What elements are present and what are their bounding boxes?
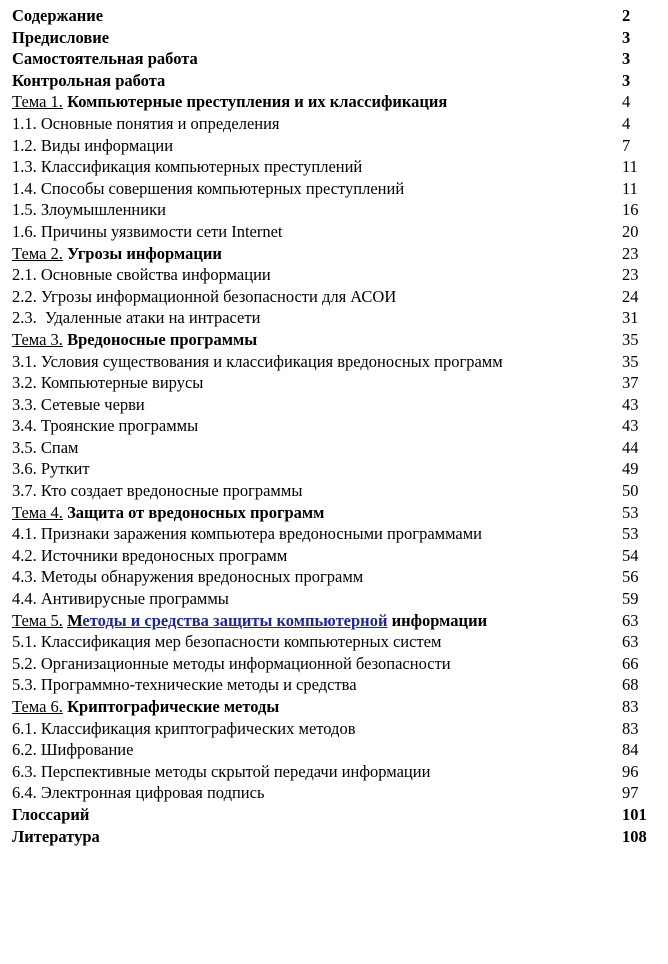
- toc-entry-title: 1.6. Причины уязвимости сети Internet: [12, 221, 283, 241]
- toc-entry-title: 3.1. Условия существования и классификация вредоносных программ: [12, 351, 503, 371]
- toc-entry-title: 1.3. Классификация компьютерных преступлений: [12, 157, 363, 177]
- toc-entry-title: 1.5. Злоумышленники: [12, 200, 166, 220]
- toc-page-number: 3: [622, 49, 631, 69]
- toc-page-number: 4: [622, 113, 631, 133]
- toc-page-number: 54: [622, 545, 639, 565]
- toc-entry-title: Глоссарий: [12, 804, 90, 824]
- toc-page-number: 24: [622, 286, 639, 306]
- toc-page-number: 31: [622, 308, 639, 328]
- theme-prefix: Тема 3.: [12, 329, 63, 349]
- toc-page-number: 63: [622, 610, 639, 630]
- toc-page-number: 101: [622, 804, 647, 824]
- toc-entry-title: 2.2. Угрозы информационной безопасности для АСОИ: [12, 286, 397, 306]
- toc-entry-title: [12, 610, 622, 632]
- toc-entry-title: 3.2. Компьютерные вирусы: [12, 373, 204, 393]
- toc-page-number: 83: [622, 697, 639, 716]
- toc-page-number: 2: [622, 6, 631, 25]
- theme-title: Криптографические методы: [67, 697, 280, 716]
- toc-entry-title: 5.3. Программно-технические методы и средства: [12, 675, 357, 695]
- toc-page-number: 59: [622, 589, 639, 609]
- theme-title: Вредоносные программы: [67, 329, 258, 349]
- toc-page-number: 63: [622, 632, 639, 652]
- toc-page-number: 16: [622, 200, 639, 220]
- toc-row[interactable]: [12, 135, 662, 157]
- theme-prefix: Тема 6.: [12, 697, 63, 716]
- toc-page-number: 68: [622, 675, 639, 695]
- toc-page-number: 53: [622, 524, 639, 544]
- toc-entry-title: 1.4. Способы совершения компьютерных преступлений: [12, 178, 405, 198]
- toc-row[interactable]: [12, 804, 662, 826]
- toc-page-number: 44: [622, 437, 639, 457]
- toc-entry-title: 2.3. Удаленные атаки на интрасети: [12, 308, 261, 328]
- toc-row[interactable]: [12, 761, 662, 783]
- toc-page-number: 56: [622, 567, 639, 587]
- toc-page-number: 3: [622, 70, 631, 90]
- toc-row[interactable]: [12, 739, 662, 761]
- toc-page-number: 35: [622, 329, 639, 349]
- toc-row[interactable]: [12, 156, 662, 178]
- toc-entry-title: 3.7. Кто создает вредоносные программы: [12, 481, 303, 501]
- toc-row[interactable]: [12, 696, 662, 718]
- toc-page-number: 23: [622, 265, 639, 285]
- toc-page-number: 23: [622, 243, 639, 263]
- toc-page-number: 83: [622, 718, 639, 738]
- toc-row[interactable]: [12, 523, 662, 545]
- toc-entry-title: 6.2. Шифрование: [12, 740, 134, 760]
- toc-page-number: 49: [622, 459, 639, 479]
- toc-row[interactable]: [12, 351, 662, 373]
- toc-row[interactable]: [12, 5, 662, 27]
- toc-row[interactable]: [12, 480, 662, 502]
- toc-entry-title: Содержание: [12, 6, 104, 25]
- toc-row[interactable]: [12, 27, 662, 49]
- theme-title: Компьютерные преступления и их классификация: [67, 92, 448, 112]
- toc-row[interactable]: [12, 782, 662, 804]
- toc-row[interactable]: [12, 502, 662, 524]
- toc-entry-title: 5.1. Классификация мер безопасности компьютерных систем: [12, 632, 442, 652]
- toc-entry-title: 6.3. Перспективные методы скрытой передачи информации: [12, 761, 431, 781]
- toc-entry-title: [12, 696, 622, 718]
- toc-entry-title: [12, 502, 622, 524]
- toc-page-number: 3: [622, 27, 631, 47]
- theme-title-start: М: [67, 610, 83, 630]
- toc-page-number: 96: [622, 761, 639, 781]
- toc-page-number: 97: [622, 783, 639, 803]
- table-of-contents: [12, 5, 662, 847]
- theme-prefix: Тема 2.: [12, 243, 63, 263]
- toc-page-number: 108: [622, 826, 647, 846]
- toc-row[interactable]: [12, 674, 662, 696]
- toc-page-number: 53: [622, 502, 639, 522]
- toc-entry-title: 1.1. Основные понятия и определения: [12, 113, 280, 133]
- theme-prefix: Тема 5.: [12, 610, 63, 630]
- toc-row[interactable]: [12, 566, 662, 588]
- toc-row[interactable]: [12, 221, 662, 243]
- toc-page-number: 66: [622, 653, 639, 673]
- theme-title-link[interactable]: етоды и средства защиты компьютерной: [82, 610, 388, 630]
- toc-row[interactable]: [12, 286, 662, 308]
- toc-row[interactable]: [12, 394, 662, 416]
- toc-row[interactable]: [12, 588, 662, 610]
- toc-entry-title: Предисловие: [12, 27, 110, 47]
- toc-entry-title: 2.1. Основные свойства информации: [12, 265, 271, 285]
- toc-page-number: 35: [622, 351, 639, 371]
- toc-page-number: 11: [622, 178, 638, 198]
- toc-row[interactable]: [12, 415, 662, 437]
- theme-title-end: информации: [387, 610, 488, 630]
- toc-entry-title: 3.3. Сетевые черви: [12, 394, 145, 414]
- toc-page-number: 7: [622, 135, 631, 155]
- toc-row[interactable]: [12, 91, 662, 113]
- toc-page-number: 4: [622, 92, 631, 112]
- toc-row[interactable]: [12, 545, 662, 567]
- toc-row[interactable]: [12, 458, 662, 480]
- toc-page-number: 84: [622, 740, 639, 760]
- toc-entry-title: Литература: [12, 826, 100, 846]
- toc-entry-title: 4.4. Антивирусные программы: [12, 589, 229, 609]
- toc-entry-title: 6.1. Классификация криптографических методов: [12, 718, 356, 738]
- toc-entry-title: [12, 91, 622, 113]
- toc-row[interactable]: [12, 718, 662, 740]
- toc-row[interactable]: [12, 243, 662, 265]
- toc-row[interactable]: [12, 48, 662, 70]
- toc-entry-title: Самостоятельная работа: [12, 49, 198, 69]
- toc-entry-title: 4.3. Методы обнаружения вредоносных программ: [12, 567, 364, 587]
- toc-row[interactable]: [12, 264, 662, 286]
- toc-row[interactable]: [12, 610, 662, 632]
- toc-row[interactable]: [12, 329, 662, 351]
- theme-title: Защита от вредоносных программ: [67, 502, 325, 522]
- toc-row[interactable]: [12, 653, 662, 675]
- toc-row[interactable]: [12, 826, 662, 848]
- toc-page-number: 37: [622, 373, 639, 393]
- theme-prefix: Тема 1.: [12, 92, 63, 112]
- toc-entry-title: [12, 329, 622, 351]
- toc-page-number: 43: [622, 394, 639, 414]
- toc-row[interactable]: [12, 70, 662, 92]
- toc-entry-title: 4.2. Источники вредоносных программ: [12, 545, 288, 565]
- toc-entry-title: 3.4. Троянские программы: [12, 416, 199, 436]
- toc-entry-title: 3.5. Спам: [12, 437, 79, 457]
- toc-row[interactable]: [12, 113, 662, 135]
- toc-entry-title: 4.1. Признаки заражения компьютера вредоносными программами: [12, 524, 483, 544]
- toc-entry-title: [12, 243, 622, 265]
- theme-title: Угрозы информации: [67, 243, 222, 263]
- toc-row[interactable]: [12, 372, 662, 394]
- toc-row[interactable]: [12, 199, 662, 221]
- toc-row[interactable]: [12, 631, 662, 653]
- theme-prefix: Тема 4.: [12, 502, 63, 522]
- toc-row[interactable]: [12, 437, 662, 459]
- toc-page-number: 20: [622, 221, 639, 241]
- toc-entry-title: 3.6. Руткит: [12, 459, 90, 479]
- toc-entry-title: Контрольная работа: [12, 70, 166, 90]
- toc-entry-title: 5.2. Организационные методы информационной безопасности: [12, 653, 451, 673]
- toc-entry-title: 1.2. Виды информации: [12, 135, 174, 155]
- toc-entry-title: 6.4. Электронная цифровая подпись: [12, 783, 265, 803]
- toc-row[interactable]: [12, 178, 662, 200]
- toc-page-number: 43: [622, 416, 639, 436]
- toc-page-number: 11: [622, 157, 638, 177]
- toc-page-number: 50: [622, 481, 639, 501]
- toc-row[interactable]: [12, 307, 662, 329]
